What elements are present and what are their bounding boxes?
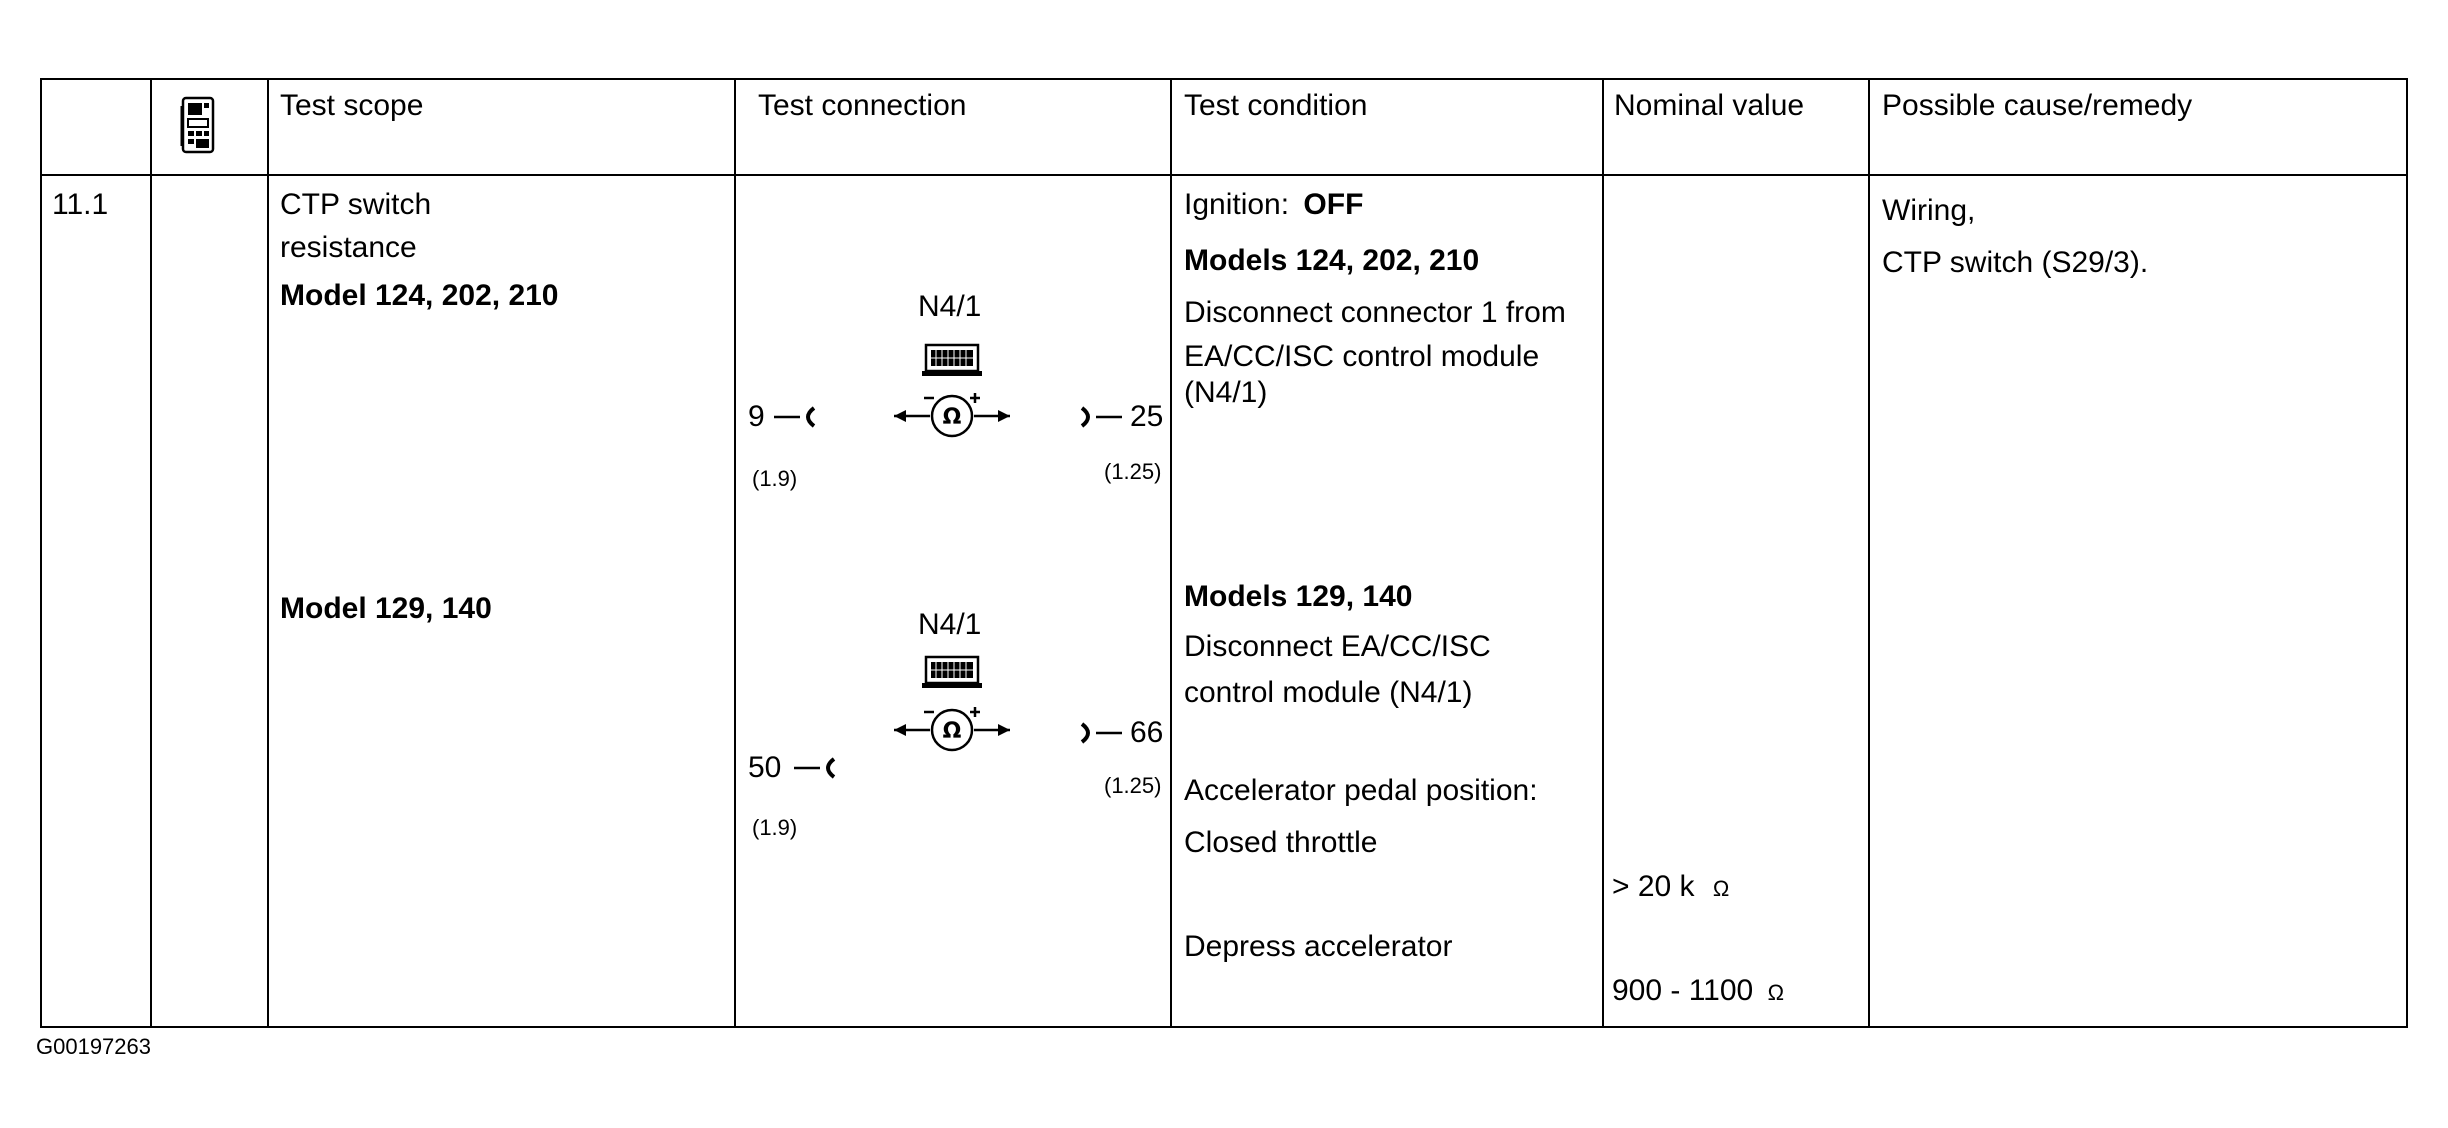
- figure-id: G00197263: [36, 1034, 151, 1059]
- step-number: 11.1: [52, 188, 109, 221]
- nominal-closed: [1612, 870, 1729, 906]
- condition-depress-accelerator: Depress accelerator: [1184, 930, 1453, 963]
- connection-a-wire-left: (1.9): [752, 466, 798, 491]
- header-test-connection: Test connection: [758, 89, 967, 122]
- connection-b-wire-right: (1.25): [1104, 773, 1162, 798]
- connection-a-pin-right: 25: [1130, 400, 1164, 433]
- probe-right-icon: [1078, 404, 1124, 435]
- condition-disconnect-a-1: Disconnect connector 1 from: [1184, 296, 1566, 329]
- table-bottom-border: [40, 1026, 2408, 1028]
- ohmmeter-icon: [892, 390, 1012, 447]
- scope-line-2: resistance: [280, 231, 417, 264]
- nominal-depress-value: 900 - 1100: [1612, 974, 1754, 1007]
- connection-b-pin-right: 66: [1130, 716, 1164, 749]
- header-test-scope: Test scope: [280, 89, 424, 122]
- col-border-1: [150, 78, 152, 1028]
- col-border-2: [267, 78, 269, 1028]
- connection-b-wire-left: (1.9): [752, 815, 798, 840]
- scope-model-b: Model 129, 140: [280, 592, 492, 625]
- nominal-unit: Ω: [1712, 876, 1730, 901]
- ohmmeter-icon: [892, 704, 1012, 761]
- condition-closed-throttle: Closed throttle: [1184, 826, 1378, 859]
- header-test-condition: Test condition: [1184, 89, 1368, 122]
- condition-ignition: [1184, 188, 1363, 222]
- header-possible-cause: Possible cause/remedy: [1882, 89, 2193, 122]
- col-border-7: [2406, 78, 2408, 1028]
- connection-a-pin-left: 9: [748, 400, 765, 433]
- nominal-unit: Ω: [1767, 980, 1785, 1005]
- condition-models-a: Models 124, 202, 210: [1184, 244, 1480, 277]
- tester-icon: [180, 96, 216, 154]
- probe-left-icon: [772, 404, 818, 435]
- col-border-6: [1868, 78, 1870, 1028]
- connection-a-wire-right: (1.25): [1104, 459, 1162, 484]
- connection-a-module: N4/1: [918, 290, 982, 323]
- svg-text:Ω: Ω: [942, 719, 962, 744]
- cause-line-2: CTP switch (S29/3).: [1882, 246, 2149, 279]
- header-nominal-value: Nominal value: [1614, 89, 1805, 122]
- condition-ignition-label: Ignition:: [1184, 188, 1290, 221]
- nominal-closed-value: > 20 k: [1612, 870, 1695, 903]
- col-border-0: [40, 78, 42, 1028]
- svg-text:Ω: Ω: [942, 405, 962, 430]
- condition-pedal-label: Accelerator pedal position:: [1184, 774, 1538, 807]
- connection-b-module: N4/1: [918, 608, 982, 641]
- header-bottom-border: [40, 174, 2408, 176]
- condition-disconnect-b-2: control module (N4/1): [1184, 676, 1473, 709]
- condition-disconnect-a-3: (N4/1): [1184, 376, 1268, 409]
- condition-disconnect-a-2: EA/CC/ISC control module: [1184, 340, 1540, 373]
- probe-left-icon: [792, 755, 838, 786]
- scope-line-1: CTP switch: [280, 188, 432, 221]
- nominal-depress: [1612, 974, 1784, 1010]
- col-border-3: [734, 78, 736, 1028]
- connection-b-pin-left: 50: [748, 751, 782, 784]
- table-top-border: [40, 78, 2408, 80]
- col-border-4: [1170, 78, 1172, 1028]
- condition-ignition-value: OFF: [1303, 188, 1364, 221]
- condition-models-b: Models 129, 140: [1184, 580, 1413, 613]
- cause-line-1: Wiring,: [1882, 194, 1976, 227]
- module-connector-icon: [920, 343, 984, 384]
- condition-disconnect-b-1: Disconnect EA/CC/ISC: [1184, 630, 1491, 663]
- col-border-5: [1602, 78, 1604, 1028]
- module-connector-icon: [920, 655, 984, 696]
- scope-model-a: Model 124, 202, 210: [280, 279, 559, 312]
- probe-right-icon: [1078, 720, 1124, 751]
